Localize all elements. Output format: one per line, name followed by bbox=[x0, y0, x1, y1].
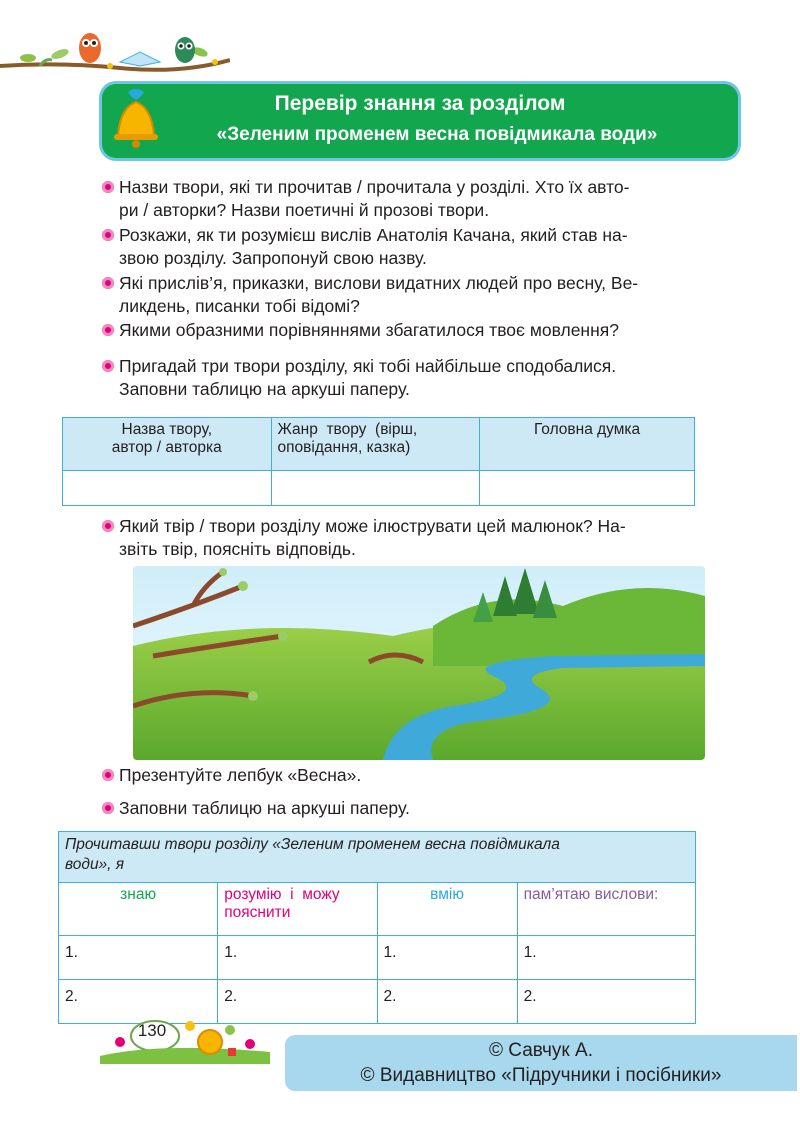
copyright-box bbox=[285, 1035, 797, 1091]
question-item: Презентуйте лепбук «Весна». bbox=[102, 764, 742, 787]
bullet-icon bbox=[102, 324, 114, 336]
section-banner bbox=[102, 84, 738, 158]
question-item: Назви твори, які ти прочитав / прочитала у розділі. Хто їх авто- ри / авторки? Назви поетичні й прозові твори. bbox=[102, 176, 742, 222]
table-header-cell: Жанр твору (вірш, оповідання, казка) bbox=[271, 418, 480, 471]
bullet-icon bbox=[102, 360, 114, 372]
table-header-cell: Головна думка bbox=[480, 418, 695, 471]
question-item: Розкажи, як ти розумієш вислів Анатолія Качана, який став на- звою розділу. Запропонуй свою назву. bbox=[102, 224, 742, 270]
table-cell bbox=[63, 471, 272, 506]
reflection-table bbox=[58, 831, 696, 1024]
copyright-author: © Савчук А. bbox=[489, 1040, 593, 1061]
table-cell: 1. bbox=[218, 936, 377, 980]
bullet-icon bbox=[102, 181, 114, 193]
table-cell: 1. bbox=[517, 936, 695, 980]
bell-icon bbox=[106, 86, 166, 150]
table-caption: Прочитавши твори розділу «Зеленим променем весна повідмикала води», я bbox=[59, 832, 696, 883]
page-number: 130 bbox=[137, 1021, 167, 1040]
bullet-icon bbox=[102, 277, 114, 289]
table-cell: 2. bbox=[59, 980, 218, 1024]
table-cell bbox=[271, 471, 480, 506]
question-item: Пригадай три твори розділу, які тобі найбільше сподобалися. Заповни таблицю на аркуші паперу. bbox=[102, 355, 742, 401]
bullet-icon bbox=[102, 229, 114, 241]
table-cell bbox=[480, 471, 695, 506]
bullet-icon bbox=[102, 769, 114, 781]
flowers-snail-decoration bbox=[100, 1012, 270, 1064]
question-item: Якими образними порівняннями збагатилося твоє мовлення? bbox=[102, 319, 742, 342]
banner-subtitle: «Зеленим променем весна повідмикала води» bbox=[216, 124, 658, 145]
spring-landscape-illustration bbox=[133, 566, 705, 760]
table-header-cell: пам’ятаю вислови: bbox=[517, 883, 695, 936]
table-header-cell: розумію і можу пояснити bbox=[218, 883, 377, 936]
copyright-publisher: © Видавництво «Підручники і посібники» bbox=[360, 1065, 722, 1086]
question-item: Які прислів’я, приказки, вислови видатних людей про весну, Ве- ликдень, писанки тобі відомі? bbox=[102, 272, 742, 318]
table-cell: 2. bbox=[218, 980, 377, 1024]
banner-title: Перевір знання за розділом bbox=[274, 92, 566, 115]
branch-owls-decoration bbox=[0, 22, 230, 82]
table-cell: 1. bbox=[59, 936, 218, 980]
works-table bbox=[62, 417, 695, 506]
table-header-cell: знаю bbox=[59, 883, 218, 936]
question-item: Заповни таблицю на аркуші паперу. bbox=[102, 797, 742, 820]
table-cell: 1. bbox=[377, 936, 517, 980]
bullet-icon bbox=[102, 802, 114, 814]
table-cell: 2. bbox=[517, 980, 695, 1024]
table-cell: 2. bbox=[377, 980, 517, 1024]
table-header-cell: Назва твору, автор / авторка bbox=[63, 418, 272, 471]
table-header-cell: вмію bbox=[377, 883, 517, 936]
bullet-icon bbox=[102, 520, 114, 532]
question-item: Який твір / твори розділу може ілюструвати цей малюнок? На- звіть твір, поясніть відповідь. bbox=[102, 515, 742, 561]
